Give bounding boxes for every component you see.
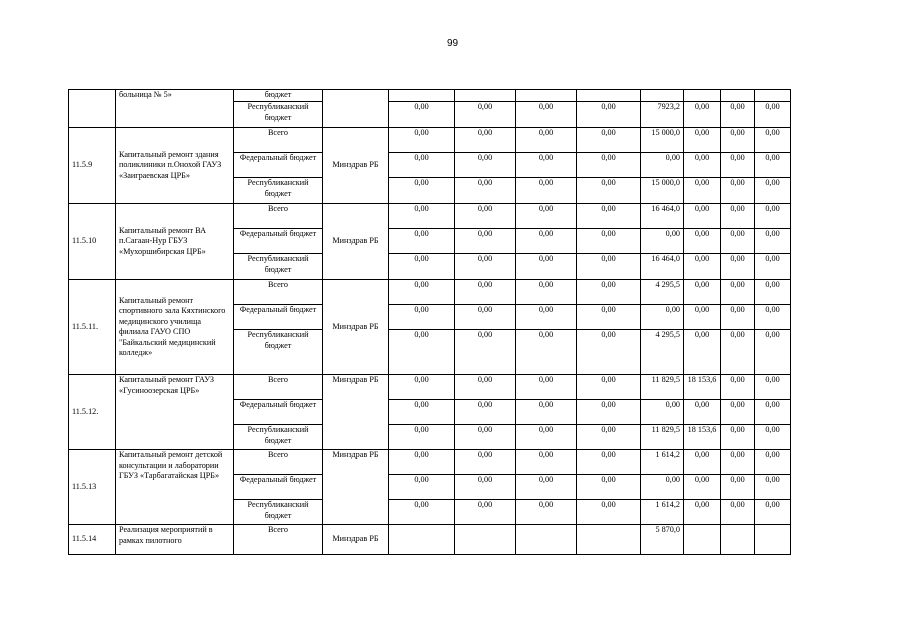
value-cell: 0,00 [516,400,577,425]
row-code: 11.5.10 [69,204,116,280]
value-cell: 0,00 [755,450,791,475]
value-cell: 0,00 [516,229,577,254]
row-name: Капитальный ремонт спортивного зала Кяхтинского медицинского училища филиала ГАУО СПО "Байкальский медицинский колледж» [116,280,234,375]
value-cell: 0,00 [455,500,516,525]
row-name: Капитальный ремонт детской консультации и лаборатории ГБУЗ «Тарбагатайская ЦРБ» [116,450,234,525]
value-cell: 0,00 [389,153,455,178]
value-cell: 0,00 [721,254,755,280]
responsible: Минздрав РБ [323,375,389,450]
value-cell: 0,00 [721,400,755,425]
value-cell: 0,00 [684,475,721,500]
responsible: Минздрав РБ [323,128,389,204]
row-code: 11.5.12. [69,375,116,450]
value-cell: 0,00 [455,254,516,280]
value-cell [684,525,721,555]
value-cell: 0,00 [577,330,641,375]
value-cell: 0,00 [577,500,641,525]
value-cell: 0,00 [516,280,577,305]
value-cell: 0,00 [641,475,684,500]
value-cell: 0,00 [455,400,516,425]
value-cell: 0,00 [721,153,755,178]
value-cell: 0,00 [516,102,577,128]
row-name: Капитальный ремонт здания поликлиники п.Онохой ГАУЗ «Заиграевская ЦРБ» [116,128,234,204]
value-cell: 0,00 [684,102,721,128]
value-cell: 0,00 [684,500,721,525]
value-cell: 0,00 [389,280,455,305]
funding-source: Федеральный бюджет [234,305,323,330]
value-cell: 0,00 [721,229,755,254]
value-cell: 0,00 [389,305,455,330]
value-cell: 0,00 [516,128,577,153]
value-cell: 0,00 [389,500,455,525]
value-cell: 0,00 [721,330,755,375]
value-cell: 0,00 [755,425,791,450]
value-cell: 0,00 [455,305,516,330]
value-cell: 0,00 [684,280,721,305]
value-cell: 0,00 [721,375,755,400]
value-cell: 0,00 [755,475,791,500]
value-cell: 0,00 [389,450,455,475]
value-cell [577,90,641,102]
value-cell [516,90,577,102]
value-cell [389,525,455,555]
value-cell: 0,00 [577,153,641,178]
value-cell: 0,00 [755,128,791,153]
value-cell: 0,00 [516,425,577,450]
funding-source: Федеральный бюджет [234,229,323,254]
page-number: 99 [446,38,459,49]
funding-source: Всего [234,450,323,475]
value-cell [389,90,455,102]
value-cell: 0,00 [577,204,641,229]
value-cell: 0,00 [755,500,791,525]
table-row [69,90,791,102]
value-cell: 0,00 [721,450,755,475]
value-cell: 0,00 [755,280,791,305]
value-cell: 0,00 [721,280,755,305]
value-cell: 5 870,0 [641,525,684,555]
funding-source: Федеральный бюджет [234,400,323,425]
value-cell: 0,00 [755,153,791,178]
value-cell: 0,00 [455,425,516,450]
value-cell: 0,00 [577,475,641,500]
value-cell: 0,00 [516,153,577,178]
value-cell: 0,00 [389,475,455,500]
value-cell: 0,00 [455,330,516,375]
value-cell: 0,00 [721,204,755,229]
value-cell: 0,00 [389,254,455,280]
funding-source: Всего [234,204,323,229]
value-cell: 0,00 [641,229,684,254]
value-cell: 16 464,0 [641,204,684,229]
value-cell [516,525,577,555]
value-cell: 0,00 [684,229,721,254]
value-cell: 0,00 [389,102,455,128]
value-cell: 0,00 [455,102,516,128]
value-cell: 0,00 [684,305,721,330]
funding-source: Федеральный бюджет [234,475,323,500]
row-name: Капитальный ремонт ВА п.Сагаан-Нур ГБУЗ «Мухоршибирская ЦРБ» [116,204,234,280]
value-cell: 1 614,2 [641,500,684,525]
funding-source: Республиканский бюджет [234,330,323,375]
value-cell: 0,00 [516,305,577,330]
value-cell: 7923,2 [641,102,684,128]
value-cell: 0,00 [684,153,721,178]
value-cell: 0,00 [641,400,684,425]
value-cell: 0,00 [577,128,641,153]
value-cell: 0,00 [721,475,755,500]
value-cell: 0,00 [389,375,455,400]
table-row [69,204,791,229]
value-cell: 0,00 [455,178,516,204]
value-cell: 0,00 [755,305,791,330]
value-cell: 0,00 [684,128,721,153]
value-cell: 18 153,6 [684,375,721,400]
value-cell: 0,00 [389,400,455,425]
value-cell: 0,00 [755,400,791,425]
responsible: Минздрав РБ [323,204,389,280]
value-cell: 4 295,5 [641,280,684,305]
value-cell: 0,00 [455,475,516,500]
value-cell: 0,00 [721,305,755,330]
value-cell: 0,00 [455,450,516,475]
value-cell: 0,00 [721,425,755,450]
value-cell [577,525,641,555]
table-row [69,128,791,153]
value-cell: 0,00 [721,128,755,153]
value-cell: 0,00 [755,178,791,204]
value-cell: 0,00 [389,128,455,153]
value-cell: 0,00 [577,178,641,204]
row-code: 11.5.11. [69,280,116,375]
funding-source: Всего [234,128,323,153]
row-name: больница № 5» [116,90,234,128]
value-cell: 15 000,0 [641,128,684,153]
value-cell: 0,00 [721,500,755,525]
value-cell: 0,00 [577,102,641,128]
value-cell [641,90,684,102]
value-cell [455,90,516,102]
value-cell: 0,00 [577,375,641,400]
value-cell: 0,00 [455,128,516,153]
value-cell: 0,00 [755,229,791,254]
funding-source: бюджет [234,90,323,102]
value-cell: 0,00 [684,400,721,425]
value-cell: 0,00 [516,375,577,400]
value-cell: 15 000,0 [641,178,684,204]
value-cell: 1 614,2 [641,450,684,475]
value-cell: 0,00 [755,254,791,280]
value-cell: 0,00 [389,425,455,450]
value-cell: 0,00 [516,500,577,525]
value-cell: 0,00 [755,375,791,400]
funding-source: Республиканский бюджет [234,178,323,204]
value-cell: 0,00 [577,425,641,450]
value-cell: 0,00 [577,400,641,425]
value-cell: 11 829,5 [641,425,684,450]
funding-source: Республиканский бюджет [234,254,323,280]
funding-source: Республиканский бюджет [234,102,323,128]
row-code [69,90,116,128]
value-cell: 0,00 [577,305,641,330]
value-cell: 0,00 [389,204,455,229]
funding-source: Республиканский бюджет [234,425,323,450]
value-cell: 0,00 [455,204,516,229]
value-cell: 0,00 [684,330,721,375]
value-cell: 0,00 [721,178,755,204]
value-cell: 0,00 [455,153,516,178]
value-cell: 0,00 [455,280,516,305]
value-cell: 16 464,0 [641,254,684,280]
value-cell [755,525,791,555]
value-cell: 0,00 [755,102,791,128]
funding-source: Всего [234,525,323,555]
value-cell: 0,00 [684,204,721,229]
value-cell: 0,00 [577,280,641,305]
value-cell [721,525,755,555]
value-cell: 4 295,5 [641,330,684,375]
table-row [69,525,791,555]
responsible: Минздрав РБ [323,280,389,375]
value-cell: 0,00 [516,330,577,375]
value-cell: 18 153,6 [684,425,721,450]
value-cell: 0,00 [516,178,577,204]
row-code: 11.5.14 [69,525,116,555]
value-cell: 0,00 [577,229,641,254]
value-cell [755,90,791,102]
table-row [69,280,791,305]
funding-source: Федеральный бюджет [234,153,323,178]
value-cell: 0,00 [516,204,577,229]
value-cell: 0,00 [755,330,791,375]
value-cell [684,90,721,102]
responsible: Минздрав РБ [323,525,389,555]
value-cell: 0,00 [577,450,641,475]
value-cell: 0,00 [516,475,577,500]
value-cell: 0,00 [389,178,455,204]
value-cell: 0,00 [684,450,721,475]
value-cell: 0,00 [516,254,577,280]
value-cell: 0,00 [389,330,455,375]
value-cell: 0,00 [684,178,721,204]
value-cell [455,525,516,555]
row-code: 11.5.13 [69,450,116,525]
budget-table [68,89,791,555]
responsible [323,90,389,128]
value-cell: 0,00 [641,305,684,330]
value-cell: 11 829,5 [641,375,684,400]
value-cell: 0,00 [389,229,455,254]
funding-source: Всего [234,375,323,400]
value-cell: 0,00 [641,153,684,178]
value-cell: 0,00 [455,229,516,254]
value-cell: 0,00 [755,204,791,229]
value-cell: 0,00 [684,254,721,280]
funding-source: Республиканский бюджет [234,500,323,525]
responsible: Минздрав РБ [323,450,389,525]
value-cell [721,90,755,102]
table-row [69,450,791,475]
funding-source: Всего [234,280,323,305]
value-cell: 0,00 [577,254,641,280]
value-cell: 0,00 [721,102,755,128]
value-cell: 0,00 [516,450,577,475]
row-code: 11.5.9 [69,128,116,204]
table-row [69,375,791,400]
row-name: Реализация мероприятий в рамках пилотного [116,525,234,555]
value-cell: 0,00 [455,375,516,400]
row-name: Капитальный ремонт ГАУЗ «Гусиноозерская ЦРБ» [116,375,234,450]
